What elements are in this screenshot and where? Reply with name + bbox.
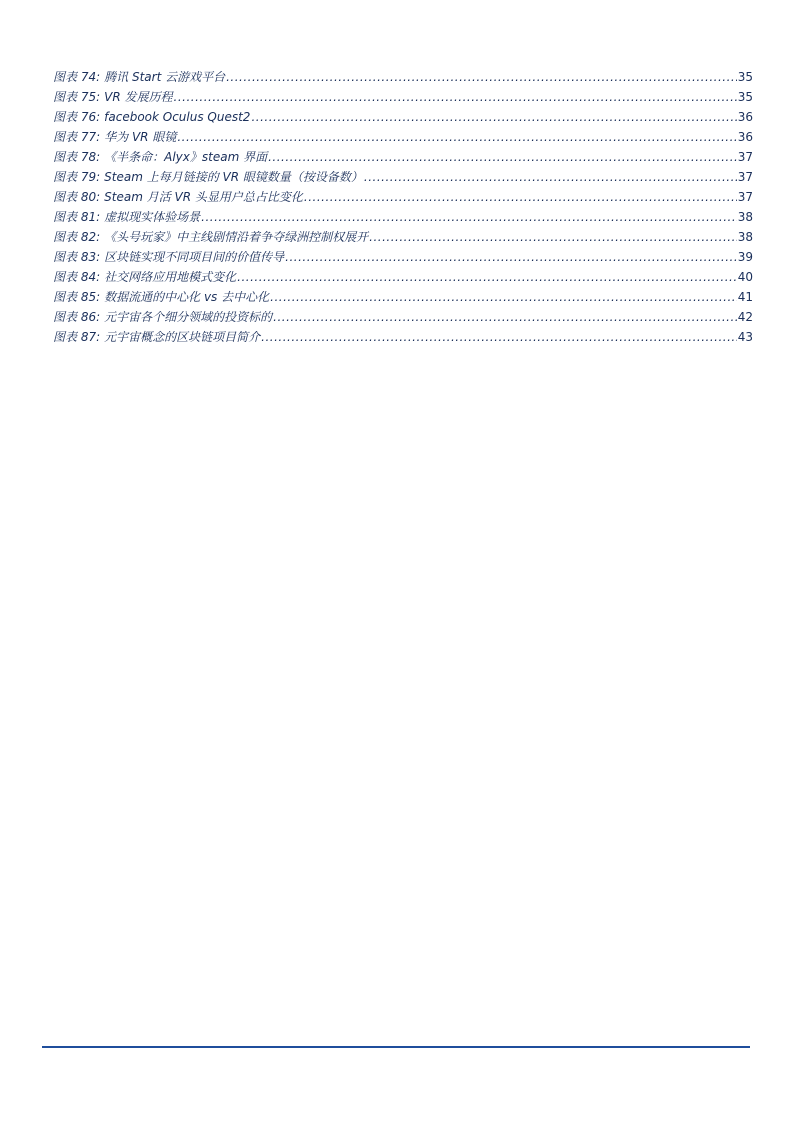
toc-entry[interactable]: [53, 327, 753, 347]
toc-entry-title: Steam 上每月链接的 VR 眼镜数量（按设备数）: [104, 170, 363, 184]
dot-leader: [261, 327, 737, 347]
toc-entry-title: 虚拟现实体验场景: [104, 210, 201, 224]
toc-entry[interactable]: [53, 147, 753, 167]
footer-divider: [42, 1046, 750, 1048]
dot-leader: [174, 87, 737, 107]
toc-entry-label: 图表 83:: [53, 250, 101, 264]
toc-entry-page: 43: [737, 330, 753, 344]
toc-entry-title: 社交网络应用地模式变化: [104, 270, 237, 284]
dot-leader: [201, 207, 737, 227]
dot-leader: [251, 107, 736, 127]
dot-leader: [304, 187, 737, 207]
toc-entry-page: 42: [737, 310, 753, 324]
toc-entry[interactable]: [53, 207, 753, 227]
toc-entry-title: 华为 VR 眼镜: [104, 130, 177, 144]
toc-entry[interactable]: [53, 187, 753, 207]
toc-entry-title: 《半条命：Alyx》steam 界面: [104, 150, 268, 164]
dot-leader: [177, 127, 736, 147]
toc-entry-page: 35: [737, 90, 753, 104]
toc-entry-title: 区块链实现不同项目间的价值传导: [104, 250, 285, 264]
toc-entry[interactable]: [53, 127, 753, 147]
toc-entry-label: 图表 76:: [53, 110, 101, 124]
toc-entry-page: 35: [737, 70, 753, 84]
toc-entry[interactable]: [53, 67, 753, 87]
dot-leader: [237, 267, 737, 287]
toc-entry-label: 图表 80:: [53, 190, 101, 204]
dot-leader: [270, 287, 737, 307]
toc-entry-title: Steam 月活 VR 头显用户总占比变化: [104, 190, 303, 204]
toc-entry-title: 《头号玩家》中主线剧情沿着争夺绿洲控制权展开: [104, 230, 369, 244]
toc-entry-page: 38: [737, 210, 753, 224]
toc-entry-page: 37: [737, 190, 753, 204]
toc-entry-page: 36: [737, 110, 753, 124]
toc-entry-label: 图表 85:: [53, 290, 101, 304]
toc-entry-title: VR 发展历程: [104, 90, 173, 104]
toc-entry-label: 图表 77:: [53, 130, 101, 144]
toc-entry-page: 41: [737, 290, 753, 304]
toc-entry-title: 元宇宙各个细分领域的投资标的: [104, 310, 273, 324]
toc-entry[interactable]: [53, 167, 753, 187]
toc-entry[interactable]: [53, 307, 753, 327]
toc-entry-page: 40: [737, 270, 753, 284]
toc-entry-label: 图表 86:: [53, 310, 101, 324]
toc-entry-page: 37: [737, 170, 753, 184]
toc-entry[interactable]: [53, 247, 753, 267]
toc-entry-label: 图表 78:: [53, 150, 101, 164]
dot-leader: [226, 67, 737, 87]
toc-entry-label: 图表 81:: [53, 210, 101, 224]
toc-entry[interactable]: [53, 287, 753, 307]
toc-entry-label: 图表 79:: [53, 170, 101, 184]
toc-entry-title: facebook Oculus Quest2: [104, 110, 251, 124]
toc-entry-page: 37: [737, 150, 753, 164]
toc-entry[interactable]: [53, 87, 753, 107]
toc-entry-page: 38: [737, 230, 753, 244]
toc-entry[interactable]: [53, 227, 753, 247]
toc-entry-label: 图表 87:: [53, 330, 101, 344]
toc-entry-label: 图表 84:: [53, 270, 101, 284]
toc-entry-title: 数据流通的中心化 vs 去中心化: [104, 290, 270, 304]
toc-entry-title: 元宇宙概念的区块链项目简介: [104, 330, 261, 344]
toc-entry[interactable]: [53, 107, 753, 127]
toc-entry-label: 图表 75:: [53, 90, 101, 104]
dot-leader: [369, 227, 737, 247]
toc-entry-label: 图表 82:: [53, 230, 101, 244]
dot-leader: [285, 247, 737, 267]
toc-entry[interactable]: [53, 267, 753, 287]
dot-leader: [364, 167, 737, 187]
dot-leader: [273, 307, 737, 327]
figure-index-list: [53, 67, 753, 347]
toc-entry-page: 39: [737, 250, 753, 264]
toc-entry-page: 36: [737, 130, 753, 144]
toc-entry-title: 腾讯 Start 云游戏平台: [104, 70, 226, 84]
dot-leader: [268, 147, 737, 167]
toc-entry-label: 图表 74:: [53, 70, 101, 84]
